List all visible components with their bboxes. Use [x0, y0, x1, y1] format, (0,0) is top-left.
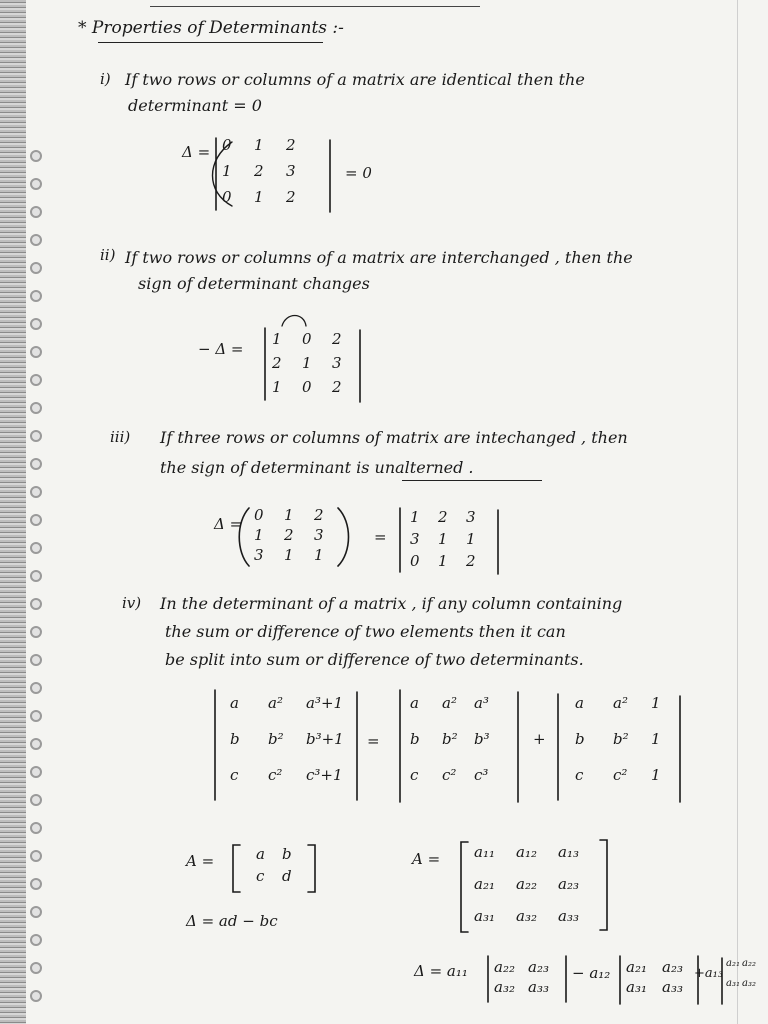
matrix-cell: a₂₃ — [558, 875, 579, 893]
matrix-cell: b — [410, 730, 420, 748]
binding-hole — [30, 374, 42, 386]
matrix-cell: a₃₁ — [726, 978, 740, 989]
binding-hole — [30, 206, 42, 218]
matrix-cell: c — [410, 766, 419, 784]
matrix-cell: 1 — [254, 136, 264, 154]
matrix-cell: a₂₁ — [626, 958, 647, 976]
matrix-cell: 1 — [222, 162, 232, 180]
prop1-line1: If two rows or columns of a matrix are identical then the — [125, 70, 585, 89]
matrix-cell: a₁₁ — [474, 843, 495, 861]
binding-hole — [30, 234, 42, 246]
prop3-delta: Δ = — [214, 515, 243, 533]
matrix-cell: 1 — [438, 530, 448, 548]
matrix-cell: a₃₂ — [742, 978, 756, 989]
binding-hole — [30, 766, 42, 778]
matrix-cell: a₂₂ — [742, 958, 756, 969]
binding-hole — [30, 822, 42, 834]
prop3-line2: the sign of determinant is unalterned . — [160, 458, 474, 477]
binding-hole — [30, 458, 42, 470]
matrix-cell: 1 — [272, 378, 282, 396]
binding-hole — [30, 542, 42, 554]
matrix-cell: b — [575, 730, 585, 748]
matrix-cell: a₃₂ — [494, 978, 515, 996]
prop1-line2: determinant = 0 — [128, 96, 262, 115]
expansion-minus: − a₁₂ — [572, 964, 611, 982]
two-by-two-matrix — [256, 845, 316, 895]
matrix-cell: a³ — [474, 694, 489, 712]
binding-hole — [30, 178, 42, 190]
matrix-cell: c — [230, 766, 239, 784]
prop2-number: ii) — [100, 246, 116, 264]
matrix-cell: 0 — [302, 330, 312, 348]
expansion-minor-1 — [494, 958, 564, 998]
title-underline — [98, 42, 323, 43]
prop1-matrix — [222, 136, 322, 212]
binding-hole — [30, 150, 42, 162]
matrix-cell: 2 — [466, 552, 476, 570]
matrix-cell: a₁₃ — [558, 843, 579, 861]
matrix-cell: 2 — [286, 188, 296, 206]
matrix-cell: 1 — [651, 766, 661, 784]
matrix-cell: 1 — [284, 506, 294, 524]
prop4-plus: + — [533, 730, 546, 748]
matrix-cell: a₃₃ — [662, 978, 683, 996]
matrix-cell: a₂₃ — [662, 958, 683, 976]
matrix-cell: c² — [442, 766, 457, 784]
binding-hole — [30, 682, 42, 694]
matrix-cell: 1 — [314, 546, 324, 564]
matrix-cell: b³+1 — [306, 730, 344, 748]
binding-hole — [30, 430, 42, 442]
matrix-cell: 1 — [651, 730, 661, 748]
matrix-cell: a — [410, 694, 419, 712]
binding-hole — [30, 990, 42, 1002]
two-by-two-label: A = — [186, 852, 215, 870]
binding-hole — [30, 794, 42, 806]
expansion-lead: Δ = a₁₁ — [414, 962, 468, 980]
prop4-line2: the sum or difference of two elements then it can — [165, 622, 566, 641]
matrix-cell: 1 — [254, 188, 264, 206]
matrix-cell: 1 — [651, 694, 661, 712]
prop1-number: i) — [100, 70, 111, 88]
three-by-three-matrix — [474, 843, 604, 933]
matrix-cell: a₃₃ — [528, 978, 549, 996]
matrix-cell: 0 — [302, 378, 312, 396]
matrix-cell: a — [575, 694, 584, 712]
matrix-cell: a² — [268, 694, 283, 712]
matrix-cell: 3 — [466, 508, 476, 526]
binding-hole — [30, 878, 42, 890]
binding-hole — [30, 486, 42, 498]
prop4-matrix-mid — [410, 694, 510, 794]
prop3-line1: If three rows or columns of matrix are intechanged , then — [160, 428, 628, 447]
expansion-plus: +a₁₃ — [694, 966, 724, 981]
matrix-cell: a — [256, 845, 265, 863]
matrix-cell: a³+1 — [306, 694, 344, 712]
matrix-cell: a₂₁ — [474, 875, 495, 893]
binding-hole — [30, 934, 42, 946]
matrix-cell: 1 — [466, 530, 476, 548]
matrix-cell: a² — [442, 694, 457, 712]
matrix-cell: b — [230, 730, 240, 748]
matrix-cell: c² — [268, 766, 283, 784]
prop1-result: = 0 — [345, 164, 372, 182]
expansion-minor-3 — [726, 958, 762, 998]
prop2-matrix — [272, 330, 362, 406]
prop4-matrix-left — [230, 694, 350, 794]
prop4-number: iv) — [122, 594, 142, 612]
binding-hole — [30, 402, 42, 414]
matrix-cell: 1 — [438, 552, 448, 570]
page-title: * Properties of Determinants :- — [78, 18, 344, 38]
matrix-cell: 2 — [332, 378, 342, 396]
matrix-cell: a₁₂ — [516, 843, 537, 861]
matrix-cell: b — [282, 845, 292, 863]
matrix-cell: c² — [613, 766, 628, 784]
binding-hole — [30, 290, 42, 302]
matrix-cell: 1 — [254, 526, 264, 544]
matrix-cell: 2 — [284, 526, 294, 544]
prop4-line1: In the determinant of a matrix , if any column containing — [160, 594, 623, 613]
matrix-cell: a² — [613, 694, 628, 712]
matrix-cell: 3 — [332, 354, 342, 372]
matrix-cell: c — [575, 766, 584, 784]
binding-holes — [30, 0, 46, 1024]
matrix-cell: 3 — [314, 526, 324, 544]
matrix-cell: a₂₃ — [528, 958, 549, 976]
matrix-cell: a — [230, 694, 239, 712]
matrix-cell: 2 — [332, 330, 342, 348]
matrix-cell: a₂₂ — [494, 958, 515, 976]
prop3-matrix-left — [254, 506, 350, 566]
prop2-delta: − Δ = — [198, 340, 244, 358]
prop2-line2: sign of determinant changes — [138, 274, 370, 293]
prop3-underline — [402, 480, 542, 481]
prop3-matrix-right — [410, 508, 500, 568]
prop2-line1: If two rows or columns of a matrix are interchanged , then the — [125, 248, 633, 267]
binding-hole — [30, 962, 42, 974]
binding-hole — [30, 850, 42, 862]
matrix-cell: b³ — [474, 730, 490, 748]
matrix-cell: d — [282, 867, 292, 885]
matrix-cell: 0 — [254, 506, 264, 524]
matrix-cell: a₃₃ — [558, 907, 579, 925]
prop1-delta: Δ = — [182, 143, 211, 161]
matrix-cell: 1 — [302, 354, 312, 372]
matrix-cell: 2 — [286, 136, 296, 154]
matrix-cell: c³ — [474, 766, 489, 784]
expansion-minor-2 — [626, 958, 696, 998]
prop3-equals: = — [374, 528, 387, 546]
matrix-cell: b² — [442, 730, 458, 748]
prop4-line3: be split into sum or difference of two determinants. — [165, 650, 584, 669]
matrix-cell: a₂₁ — [726, 958, 740, 969]
binding-hole — [30, 906, 42, 918]
matrix-cell: 1 — [272, 330, 282, 348]
matrix-cell: 2 — [272, 354, 282, 372]
matrix-cell: 3 — [286, 162, 296, 180]
binding-hole — [30, 598, 42, 610]
matrix-cell: c — [256, 867, 265, 885]
binding-hole — [30, 654, 42, 666]
matrix-cell: 1 — [284, 546, 294, 564]
matrix-cell: 3 — [254, 546, 264, 564]
matrix-cell: 2 — [314, 506, 324, 524]
matrix-cell: 0 — [222, 188, 232, 206]
binding-hole — [30, 710, 42, 722]
margin-rule — [737, 0, 738, 1024]
matrix-cell: 2 — [254, 162, 264, 180]
notebook-binding — [0, 0, 26, 1024]
matrix-cell: 2 — [438, 508, 448, 526]
prop4-matrix-right — [575, 694, 675, 794]
binding-hole — [30, 346, 42, 358]
prop4-equals: = — [367, 732, 380, 750]
matrix-cell: a₃₂ — [516, 907, 537, 925]
binding-hole — [30, 514, 42, 526]
matrix-cell: 0 — [222, 136, 232, 154]
matrix-cell: a₃₁ — [474, 907, 495, 925]
matrix-cell: b² — [613, 730, 629, 748]
matrix-cell: a₃₁ — [626, 978, 647, 996]
matrix-cell: 0 — [410, 552, 420, 570]
three-by-three-label: A = — [412, 850, 441, 868]
binding-hole — [30, 318, 42, 330]
matrix-cell: 1 — [410, 508, 420, 526]
matrix-cell: a₂₂ — [516, 875, 537, 893]
two-by-two-determinant: Δ = ad − bc — [186, 912, 278, 930]
prop3-number: iii) — [110, 428, 131, 446]
matrix-cell: b² — [268, 730, 284, 748]
binding-hole — [30, 738, 42, 750]
matrix-cell: c³+1 — [306, 766, 343, 784]
binding-hole — [30, 262, 42, 274]
binding-hole — [30, 626, 42, 638]
binding-hole — [30, 570, 42, 582]
top-rule — [150, 6, 480, 7]
matrix-cell: 3 — [410, 530, 420, 548]
